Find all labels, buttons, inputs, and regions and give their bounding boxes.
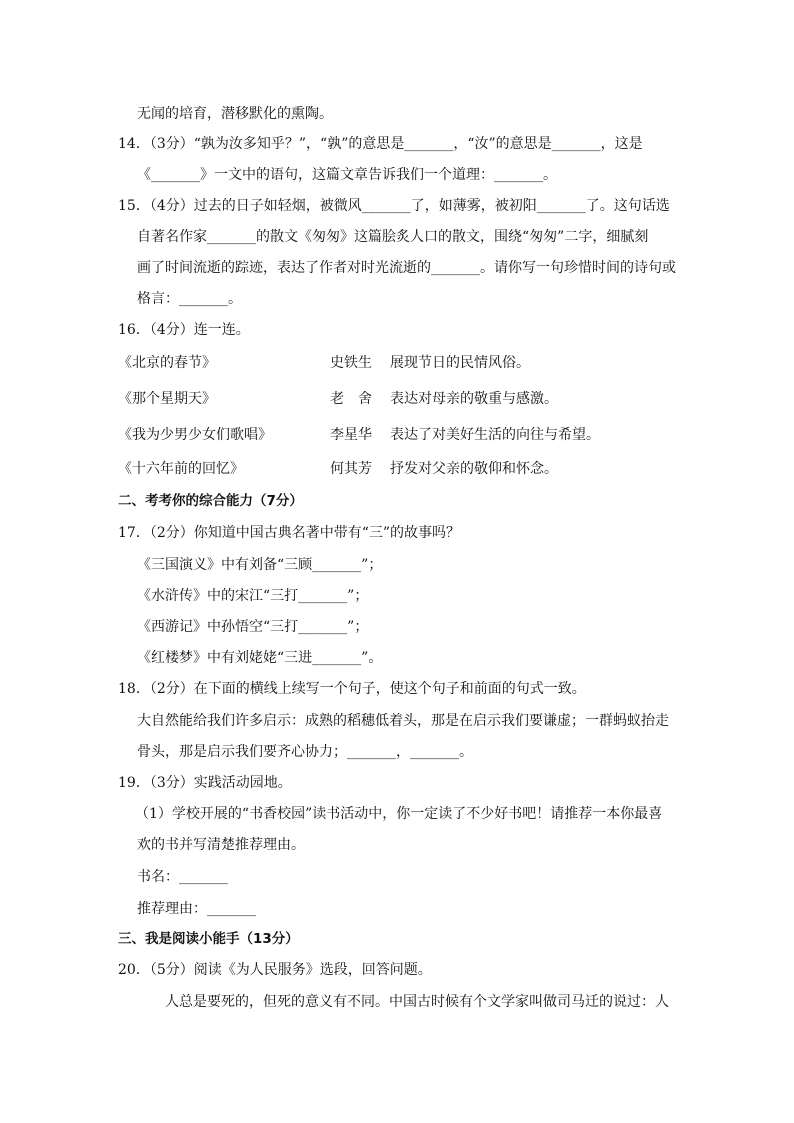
- q18-stem: 18．（2分）在下面的横线上续写一个句子，使这个句子和前面的句式一致。: [118, 681, 586, 697]
- q16-author-2: 老 舍: [330, 391, 372, 407]
- q18-line1: 大自然能给我们许多启示：成熟的稻穗低着头，那是在启示我们要谦虚；一群蚂蚁抬走: [137, 713, 669, 729]
- q15-line4: 格言：_______。: [137, 291, 242, 307]
- q17-item-2: 《水浒传》中的宋江“三打_______”；: [137, 588, 369, 604]
- q16-author-4: 何其芳: [330, 461, 372, 477]
- q20-stem: 20．（5分）阅读《为人民服务》选段，回答问题。: [118, 962, 432, 978]
- q19-line2: 欢的书并写清楚推荐理由。: [137, 837, 305, 853]
- q15-line3: 画了时间流逝的踪迹，表达了作者对时光流逝的_______。请你写一句珍惜时间的诗句或: [137, 260, 676, 276]
- q18-line2: 骨头，那是启示我们要齐心协力；_______，_______。: [137, 744, 473, 760]
- q19-stem: 19．（3分）实践活动园地。: [118, 775, 292, 791]
- q15-line2: 自著名作家_______的散文《匆匆》这篇脍炙人口的散文，围绕“匆匆”二字，细腻刻: [137, 229, 649, 245]
- q14-line2: 《_______》一文中的语句，这篇文章告诉我们一个道理：_______。: [137, 167, 557, 183]
- q16-title-2: 《那个星期天》: [118, 391, 216, 407]
- q16-title-4: 《十六年前的回忆》: [118, 461, 244, 477]
- q17-item-3: 《西游记》中孙悟空“三打_______”；: [137, 619, 369, 635]
- q19-reason: 推荐理由：_______: [137, 901, 256, 917]
- q16-title-3: 《我为少男少女们歌唱》: [118, 427, 272, 443]
- q16-meaning-2: 表达对母亲的敬重与感激。: [390, 391, 558, 407]
- q16-stem: 16．（4分）连一连。: [118, 322, 250, 338]
- q14-line1: 14．（3分）“孰为汝多知乎？”，“孰”的意思是_______，“汝”的意思是_______，这是: [118, 136, 643, 152]
- q19-line1: （1）学校开展的“书香校园”读书活动中，你一定读了不少好书吧！请推荐一本你最喜: [135, 806, 663, 822]
- section-2-heading: 二、考考你的综合能力（7分）: [118, 493, 303, 509]
- q19-book-name: 书名：_______: [137, 869, 228, 885]
- q17-item-4: 《红楼梦》中有刘姥姥“三进_______”。: [137, 650, 383, 666]
- q16-meaning-4: 抒发对父亲的敬仰和怀念。: [390, 461, 558, 477]
- q17-item-1: 《三国演义》中有刘备“三顾_______”；: [137, 557, 383, 573]
- section-3-heading: 三、我是阅读小能手（13分）: [118, 931, 299, 947]
- q16-author-1: 史铁生: [330, 355, 372, 371]
- q15-line1: 15．（4分）过去的日子如轻烟，被微风_______了，如薄雾，被初阳_______了。这句话选: [118, 198, 670, 214]
- q16-title-1: 《北京的春节》: [118, 355, 216, 371]
- q16-meaning-3: 表达了对美好生活的向往与希望。: [390, 427, 600, 443]
- q20-passage: 人总是要死的，但死的意义有不同。中国古时候有个文学家叫做司马迁的说过：人: [165, 994, 669, 1010]
- q16-author-3: 李星华: [330, 427, 372, 443]
- q17-stem: 17．（2分）你知道中国古典名著中带有“三”的故事吗？: [118, 525, 461, 541]
- q16-meaning-1: 展现节日的民情风俗。: [390, 355, 530, 371]
- q13-tail: 无闻的培育，潜移默化的熏陶。: [137, 106, 333, 122]
